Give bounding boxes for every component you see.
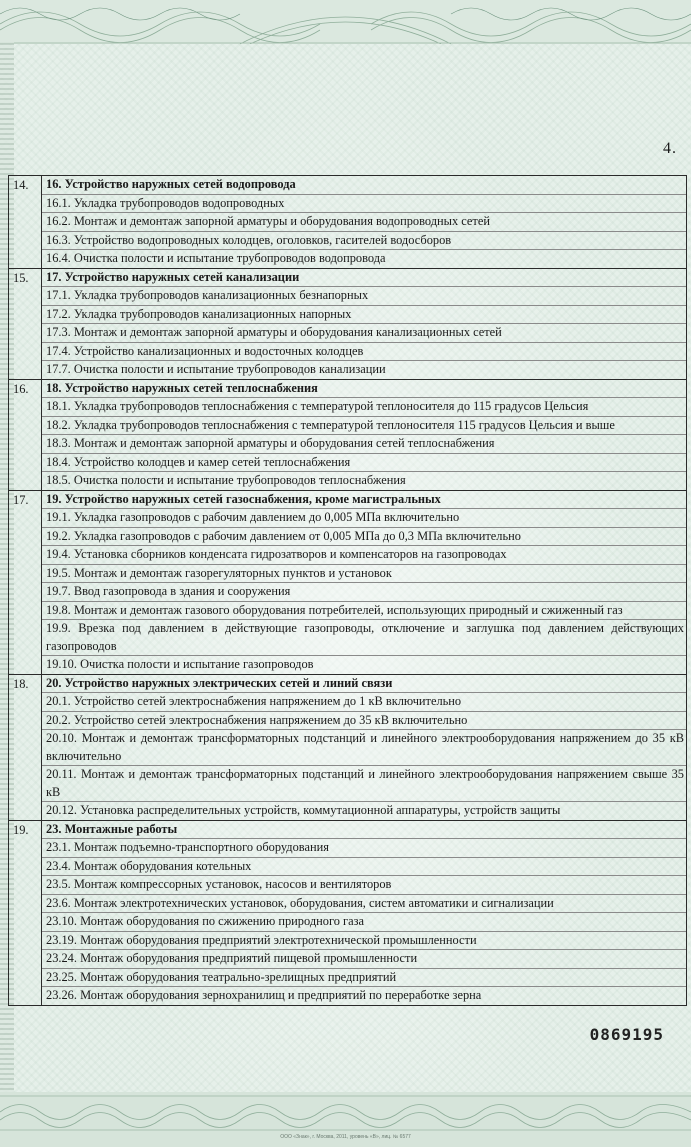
work-item: 23.25. Монтаж оборудования театрально-зрелищных предприятий <box>42 969 686 988</box>
section-row <box>9 490 687 674</box>
work-item: 20.11. Монтаж и демонтаж трансформаторных подстанций и линейного электрооборудования напряжением свыше 35 кВ <box>42 766 686 802</box>
section-row <box>9 820 687 1005</box>
work-item: 18.3. Монтаж и демонтаж запорной арматуры и оборудования сетей теплоснабжения <box>42 435 686 454</box>
work-item: 23.26. Монтаж оборудования зернохранилищ и предприятий по переработке зерна <box>46 988 482 1002</box>
section-content <box>42 674 687 820</box>
work-item: 20.10. Монтаж и демонтаж трансформаторных подстанций и линейного электрооборудования напряжением до 35 кВ включительно <box>42 730 686 766</box>
work-item: 18.2. Укладка трубопроводов теплоснабжения с температурой теплоносителя 115 градусов Цельсия и выше <box>42 417 686 436</box>
works-table <box>8 175 687 1006</box>
work-item: 19.7. Ввод газопровода в здания и сооружения <box>42 583 686 602</box>
section-heading: 18. Устройство наружных сетей теплоснабжения <box>42 380 686 399</box>
section-row <box>9 268 687 379</box>
section-number: 17. <box>9 490 42 674</box>
section-content <box>42 268 687 379</box>
page-number: 4. <box>663 140 677 157</box>
work-item: 19.4. Установка сборников конденсата гидрозатворов и компенсаторов на газопроводах <box>42 546 686 565</box>
work-item: 23.5. Монтаж компрессорных установок, насосов и вентиляторов <box>42 876 686 895</box>
work-item: 19.2. Укладка газопроводов с рабочим давлением от 0,005 МПа до 0,3 МПа включительно <box>42 528 686 547</box>
work-item: 23.19. Монтаж оборудования предприятий электротехнической промышленности <box>42 932 686 951</box>
work-item: 20.2. Устройство сетей электроснабжения напряжением до 35 кВ включительно <box>42 712 686 731</box>
serial-number: 0869195 <box>589 1025 664 1044</box>
work-item: 16.3. Устройство водопроводных колодцев, оголовков, гасителей водосборов <box>42 232 686 251</box>
section-content <box>42 176 687 269</box>
section-row <box>9 674 687 820</box>
work-item: 17.3. Монтаж и демонтаж запорной арматуры и оборудования канализационных сетей <box>42 324 686 343</box>
work-item: 23.1. Монтаж подъемно-транспортного оборудования <box>42 839 686 858</box>
work-item: 18.4. Устройство колодцев и камер сетей теплоснабжения <box>42 454 686 473</box>
section-number: 19. <box>9 820 42 1005</box>
section-number: 18. <box>9 674 42 820</box>
work-item: 23.10. Монтаж оборудования по сжижению природного газа <box>42 913 686 932</box>
work-item: 16.2. Монтаж и демонтаж запорной арматуры и оборудования водопроводных сетей <box>42 213 686 232</box>
work-item: 19.5. Монтаж и демонтаж газорегуляторных пунктов и установок <box>42 565 686 584</box>
work-item: 23.24. Монтаж оборудования предприятий пищевой промышленности <box>42 950 686 969</box>
work-item: 19.10. Очистка полости и испытание газопроводов <box>46 657 314 671</box>
section-heading: 20. Устройство наружных электрических сетей и линий связи <box>42 675 686 694</box>
section-number: 16. <box>9 379 42 490</box>
work-item: 17.2. Укладка трубопроводов канализационных напорных <box>42 306 686 325</box>
work-item: 17.4. Устройство канализационных и водосточных колодцев <box>42 343 686 362</box>
section-heading: 23. Монтажные работы <box>42 821 686 840</box>
work-item: 20.12. Установка распределительных устройств, коммутационной аппаратуры, устройств защиты <box>46 803 561 817</box>
work-item: 20.1. Устройство сетей электроснабжения напряжением до 1 кВ включительно <box>42 693 686 712</box>
work-item: 23.6. Монтаж электротехнических установок, оборудования, систем автоматики и сигнализации <box>42 895 686 914</box>
work-item: 17.7. Очистка полости и испытание трубопроводов канализации <box>46 362 386 376</box>
work-item: 19.1. Укладка газопроводов с рабочим давлением до 0,005 МПа включительно <box>42 509 686 528</box>
section-number: 14. <box>9 176 42 269</box>
printer-imprint: ООО «Знак», г. Москва, 2011, уровень «В», лиц. № 6577 <box>280 1134 411 1140</box>
section-content <box>42 490 687 674</box>
work-item: 23.4. Монтаж оборудования котельных <box>42 858 686 877</box>
section-heading: 17. Устройство наружных сетей канализации <box>42 269 686 288</box>
work-item: 17.1. Укладка трубопроводов канализационных безнапорных <box>42 287 686 306</box>
section-number: 15. <box>9 268 42 379</box>
work-item: 19.9. Врезка под давлением в действующие газопроводы, отключение и заглушка под давлением действующих газопроводов <box>42 620 686 656</box>
work-item: 19.8. Монтаж и демонтаж газового оборудования потребителей, использующих природный и сжиженный газ <box>42 602 686 621</box>
section-heading: 16. Устройство наружных сетей водопровода <box>42 176 686 195</box>
section-row <box>9 176 687 269</box>
section-heading: 19. Устройство наружных сетей газоснабжения, кроме магистральных <box>42 491 686 510</box>
guilloche-border-top <box>0 0 691 44</box>
work-item: 16.4. Очистка полости и испытание трубопроводов водопровода <box>46 251 386 265</box>
work-item: 18.5. Очистка полости и испытание трубопроводов теплоснабжения <box>46 473 406 487</box>
section-content <box>42 820 687 1005</box>
section-content <box>42 379 687 490</box>
section-row <box>9 379 687 490</box>
work-item: 18.1. Укладка трубопроводов теплоснабжения с температурой теплоносителя до 115 градусов Цельсия <box>42 398 686 417</box>
work-item: 16.1. Укладка трубопроводов водопроводных <box>42 195 686 214</box>
